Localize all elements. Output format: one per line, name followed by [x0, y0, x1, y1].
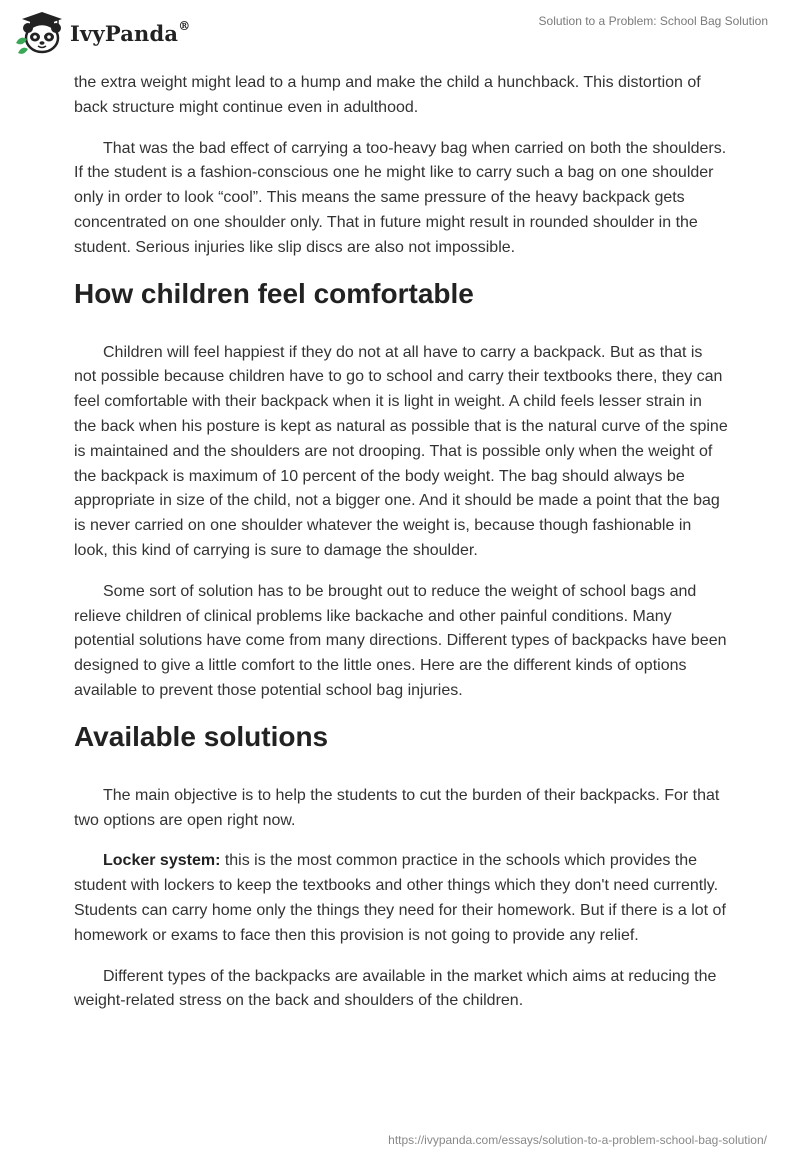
heading-available-solutions: Available solutions	[74, 720, 329, 752]
paragraph-1: the extra weight might lead to a hump and make the child a hunchback. This distortion of back structure might continue even in adulthood.	[74, 74, 701, 116]
brand-name: IvyPanda®	[70, 18, 191, 46]
paragraph-7: Different types of the backpacks are available in the market which aims at reducing the weight-related stress on the back and shoulders of the children.	[74, 967, 717, 1010]
ivypanda-logo[interactable]	[14, 9, 190, 55]
locker-system-label: Locker system:	[103, 852, 221, 870]
header-document-title: Solution to a Problem: School Bag Solution	[538, 14, 768, 28]
paragraph-3: Children will feel happiest if they do not at all have to carry a backpack. But as that is not possible because children have to go to school and carry their textbooks there, they can feel comfortable with their backpack when it is light in weight. A child feels lesser strain in the back when his posture is kept as natural as possible that is the natural curve of the spine is maintained and the shoulders are not drooping. That is possible only when the weight of the backpack is maximum of 10 percent of the body weight. The bag should always be appropriate in size of the child, not a bigger one. And it should be made a point that the bag is never carried on one shoulder whatever the weight is, because though fashionable in look, this kind of carrying is sure to damage the shoulder.	[74, 343, 728, 559]
heading-how-children-feel-comfortable: How children feel comfortable	[74, 277, 474, 309]
paragraph-6	[74, 849, 728, 948]
panda-logo-icon	[14, 9, 64, 55]
article-body	[74, 71, 728, 1030]
paragraph-4: Some sort of solution has to be brought out to reduce the weight of school bags and relieve children of clinical problems like backache and other painful conditions. Many potential solutions have come from many directions. Different types of backpacks have been designed to give a little comfort to the little ones. Here are the different kinds of options available to prevent those potential school bag injuries.	[74, 582, 727, 699]
paragraph-2: That was the bad effect of carrying a too-heavy bag when carried on both the shoulders. If the student is a fashion-conscious one he might like to carry such a bag on one shoulder only in order to look “cool”. This means the same pressure of the heavy backpack gets concentrated on one shoulder only. That in future might result in rounded shoulder in the student. Serious injuries like slip discs are also not impossible.	[74, 139, 727, 256]
footer-source-url[interactable]: https://ivypanda.com/essays/solution-to-a-problem-school-bag-solution/	[388, 1133, 767, 1147]
paragraph-5: The main objective is to help the students to cut the burden of their backpacks. For that two options are open right now.	[74, 786, 720, 829]
page-header	[0, 0, 800, 62]
registered-mark: ®	[178, 18, 191, 33]
locker-system-text: this is the most common practice in the schools which provides the student with lockers to keep the textbooks and other things which they don't need currently. Students can carry home only the things they need for their homework. But if there is a lot of homework or exams to face then this provision is not going to provide any relief.	[74, 852, 726, 944]
